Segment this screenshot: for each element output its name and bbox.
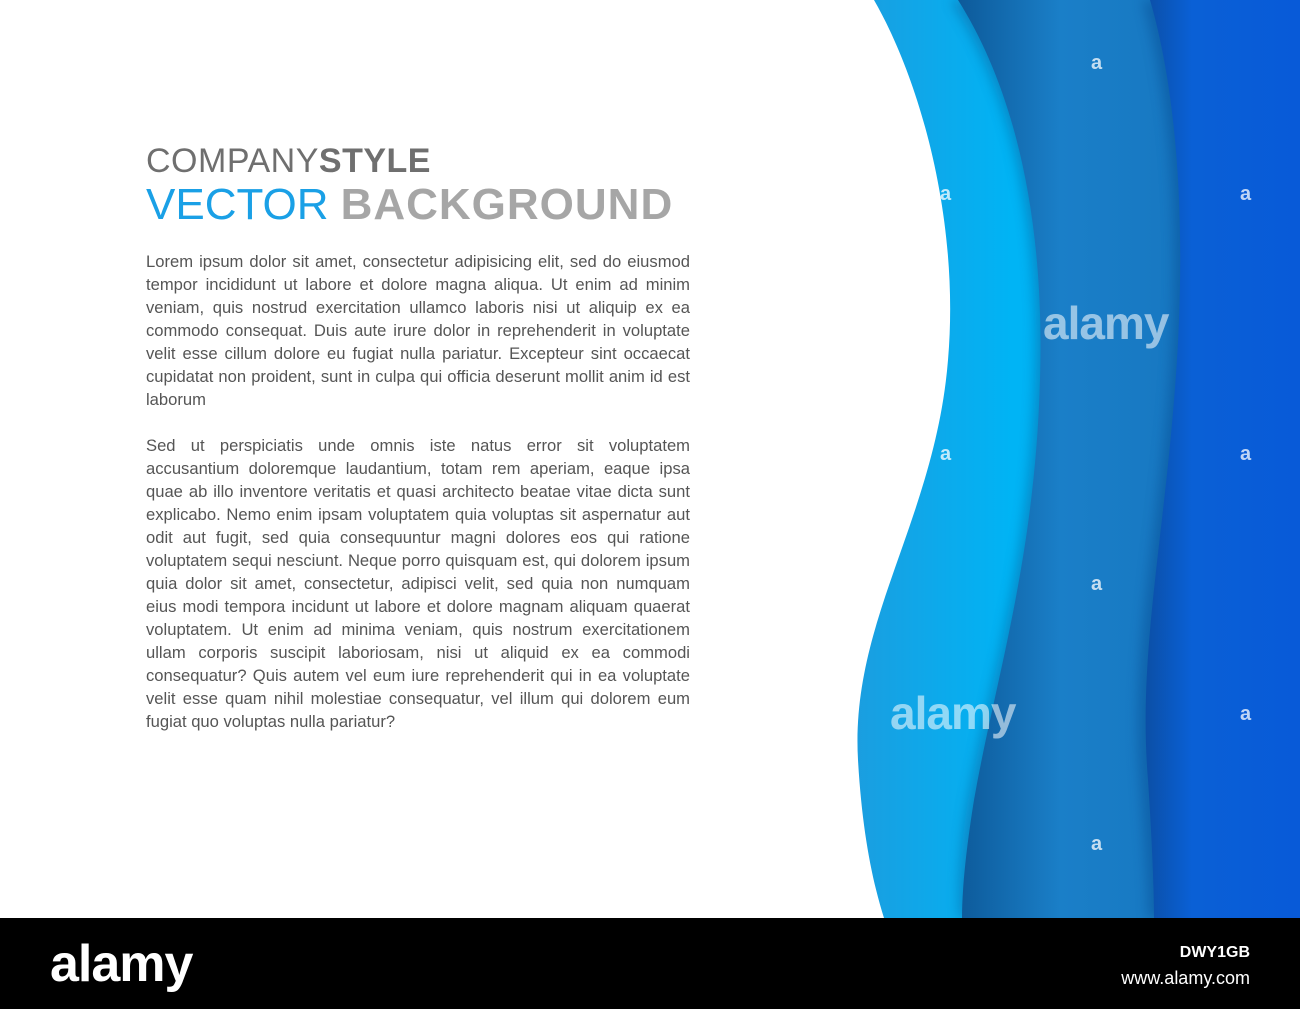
watermark-small: a — [940, 183, 952, 205]
watermark-small: a — [940, 443, 952, 465]
headline-company: COMPANY — [146, 142, 319, 180]
image-id: DWY1GB — [1179, 944, 1250, 961]
footer-bar — [0, 918, 1300, 1009]
headline-vector: VECTOR — [146, 180, 329, 229]
headline-vector-background — [146, 180, 690, 230]
headline-company-style — [146, 142, 690, 180]
watermark-big: alamy — [1043, 297, 1169, 349]
watermark-small: a — [1240, 183, 1252, 205]
headline-style: STYLE — [318, 142, 431, 180]
alamy-logo: alamy — [50, 935, 193, 993]
text-block — [146, 142, 690, 733]
watermark-small: a — [1091, 573, 1103, 595]
watermark-small: a — [1240, 703, 1252, 725]
body-paragraph-2: Sed ut perspiciatis unde omnis iste natus error sit voluptatem accusantium doloremque laudantium, totam rem aperiam, eaque ipsa quae ab illo inventore veritatis et quasi architecto beatae vitae dicta sunt explicabo. Nemo enim ipsam voluptatem quia voluptas sit aspernatur aut odit aut fugit, sed quia consequuntur magni dolores eos qui ratione voluptatem sequi nesciunt. Neque porro quisquam est, qui dolorem ipsum quia dolor sit amet, consectetur, adipisci velit, sed quia non numquam eius modi tempora incidunt ut labore et dolore magnam aliquam quaerat voluptatem. Ut enim ad minima veniam, quis nostrum exercitationem ullam corporis suscipit laboriosam, nisi ut aliquid ex ea commodi consequatur? Quis autem vel eum iure reprehenderit qui in ea voluptate velit esse quam nihil molestiae consequatur, vel illum qui dolorem eum fugiat quo voluptas nulla pariatur? — [146, 436, 690, 731]
watermark-small: a — [1091, 52, 1103, 74]
footer-url: www.alamy.com — [1121, 968, 1250, 988]
headline-background: BACKGROUND — [340, 180, 674, 229]
body-paragraph-1: Lorem ipsum dolor sit amet, consectetur adipisicing elit, sed do eiusmod tempor incididunt ut labore et dolore magna aliqua. Ut enim ad minim veniam, quis nostrud exercitation ullamco laboris nisi ut aliquip ex ea commodo consequat. Duis aute irure dolor in reprehenderit in voluptate velit esse cillum dolore eu fugiat nulla pariatur. Excepteur sint occaecat cupidatat non proident, sunt in culpa qui officia deserunt mollit anim id est laborum — [146, 252, 690, 409]
watermark-small: a — [1240, 443, 1252, 465]
watermark-big: alamy — [890, 687, 1016, 739]
watermark-small: a — [1091, 833, 1103, 855]
